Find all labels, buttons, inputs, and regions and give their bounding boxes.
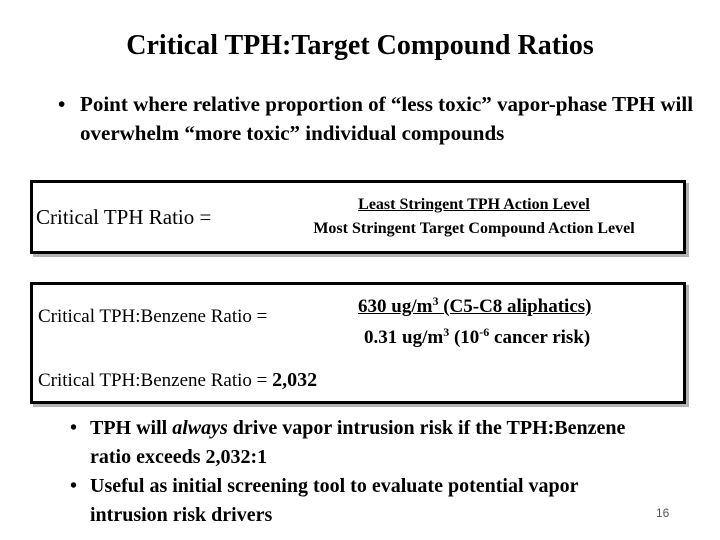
example-denominator-note: cancer risk) <box>489 327 591 348</box>
conclusion-bullet-1-start: TPH will <box>90 417 173 439</box>
result-value: 2,032 <box>272 369 318 391</box>
example-denominator-risk-exponent: -6 <box>479 325 490 339</box>
slide-title: Critical TPH:Target Compound Ratios <box>126 30 594 61</box>
example-denominator <box>364 325 590 351</box>
result-label: Critical TPH:Benzene Ratio = <box>38 370 268 391</box>
result-row <box>38 367 317 394</box>
conclusion-bullet-1-emphasis: always <box>172 417 228 439</box>
example-numerator-exponent: 3 <box>432 294 439 308</box>
formula-label: Critical TPH Ratio = <box>36 205 212 229</box>
example-numerator-value: 630 ug/m <box>358 296 433 317</box>
conclusion-bullet-2: Useful as initial screening tool to evaluate potential vapor intrusion risk drivers <box>90 475 579 526</box>
bullet-marker: • <box>70 475 78 497</box>
page-number: 16 <box>656 506 670 520</box>
example-label: Critical TPH:Benzene Ratio = <box>38 306 268 327</box>
conclusion-bullet-1 <box>90 414 630 472</box>
bullet-marker: • <box>70 417 78 439</box>
list-item <box>70 414 630 472</box>
list-item <box>70 472 630 530</box>
example-denominator-value: 0.31 ug/m <box>364 327 444 348</box>
example-numerator-note: (C5-C8 aliphatics) <box>438 296 592 317</box>
conclusion-bullets <box>70 414 630 530</box>
formula-denominator: Most Stringent Target Compound Action Level <box>313 220 635 237</box>
conclusion-bullet-1-end: drive vapor intrusion risk if the TPH:Benzene ratio exceeds 2,032:1 <box>90 417 626 468</box>
intro-bullet <box>58 90 708 148</box>
formula-fraction <box>268 193 680 241</box>
example-denominator-risk-open: (10 <box>449 327 480 348</box>
example-denominator-exponent: 3 <box>443 325 450 339</box>
formula-numerator: Least Stringent TPH Action Level <box>358 196 590 213</box>
example-numerator <box>358 294 592 320</box>
intro-bullet-text: Point where relative proportion of “less toxic” vapor-phase TPH will overwhelm “more toxic” individual compounds <box>80 92 694 145</box>
bullet-marker: • <box>58 92 66 116</box>
